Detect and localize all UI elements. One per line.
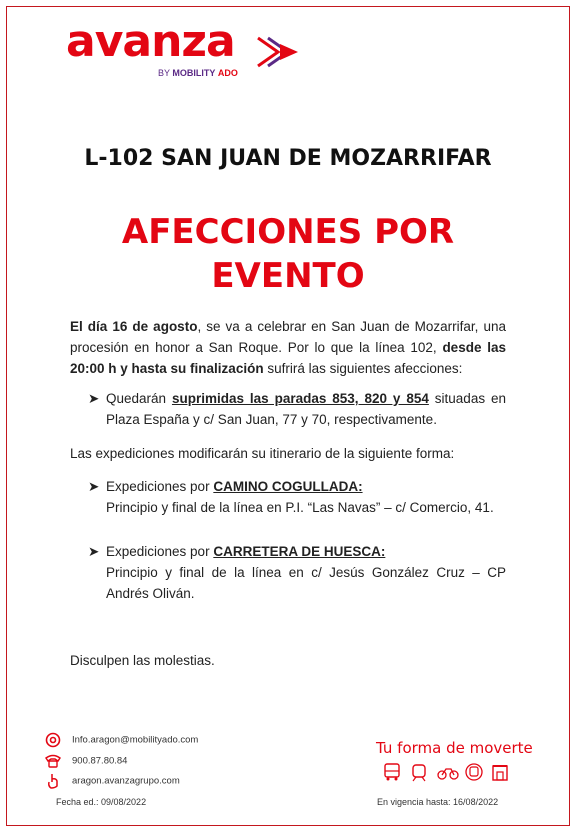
list-item-camino-cogullada: ➤ Expediciones por CAMINO COGULLADA: Principio y final de la línea en P.I. “Las Navas” – c/ Comercio, 41. xyxy=(88,476,506,518)
contact-web[interactable]: aragon.avanzagrupo.com xyxy=(44,773,180,789)
arrow-bullet-icon: ➤ xyxy=(88,479,100,494)
headline-line1: AFECCIONES POR xyxy=(121,212,455,252)
contact-email[interactable]: Info.aragon@mobilityado.com xyxy=(44,732,198,748)
transport-icons xyxy=(383,762,523,786)
headline xyxy=(0,210,576,298)
at-icon xyxy=(44,732,62,748)
itinerary-paragraph: Las expediciones modificarán su itinerario de la siguiente forma: xyxy=(70,446,455,461)
train-icon xyxy=(410,762,428,782)
arrow-bullet-icon: ➤ xyxy=(88,391,100,406)
bus-icon xyxy=(383,762,401,782)
closing-text: Disculpen las molestias. xyxy=(70,653,215,668)
intro-paragraph: El día 16 de agosto, se va a celebrar en San Juan de Mozarrifar, una procesión en honor a San Roque. Por lo que la línea 102, desde las 20:00 h y hasta su finalización sufrirá las siguientes afecciones: xyxy=(70,319,506,376)
contact-phone[interactable]: 900.87.80.84 xyxy=(44,753,127,769)
phone-icon xyxy=(44,753,62,769)
slogan: Tu forma de moverte xyxy=(376,739,533,757)
bike-icon xyxy=(437,762,455,782)
logo-wordmark: avanza xyxy=(66,16,235,67)
metro-icon xyxy=(464,762,482,782)
arrow-bullet-icon: ➤ xyxy=(88,544,100,559)
logo-subtitle: BY MOBILITY ADO xyxy=(158,68,238,78)
logo-chevron-icon xyxy=(256,34,300,70)
hand-pointer-icon xyxy=(44,773,62,789)
headline-line2: EVENTO xyxy=(211,256,365,296)
list-item-carretera-huesca: ➤ Expediciones por CARRETERA DE HUESCA: Principio y final de la línea en c/ Jesús González Cruz – CP Andrés Oliván. xyxy=(88,541,506,604)
date-edited: Fecha ed.: 09/08/2022 xyxy=(56,797,147,807)
valid-until: En vigencia hasta: 16/08/2022 xyxy=(377,797,499,807)
list-item-suppressed-stops: ➤ Quedarán suprimidas las paradas 853, 820 y 854 situadas en Plaza España y c/ San Juan, 77 y 70, respectivamente. xyxy=(88,388,506,430)
avanza-logo xyxy=(66,16,306,88)
route-title: L-102 SAN JUAN DE MOZARRIFAR xyxy=(84,146,492,171)
station-icon xyxy=(491,762,509,782)
